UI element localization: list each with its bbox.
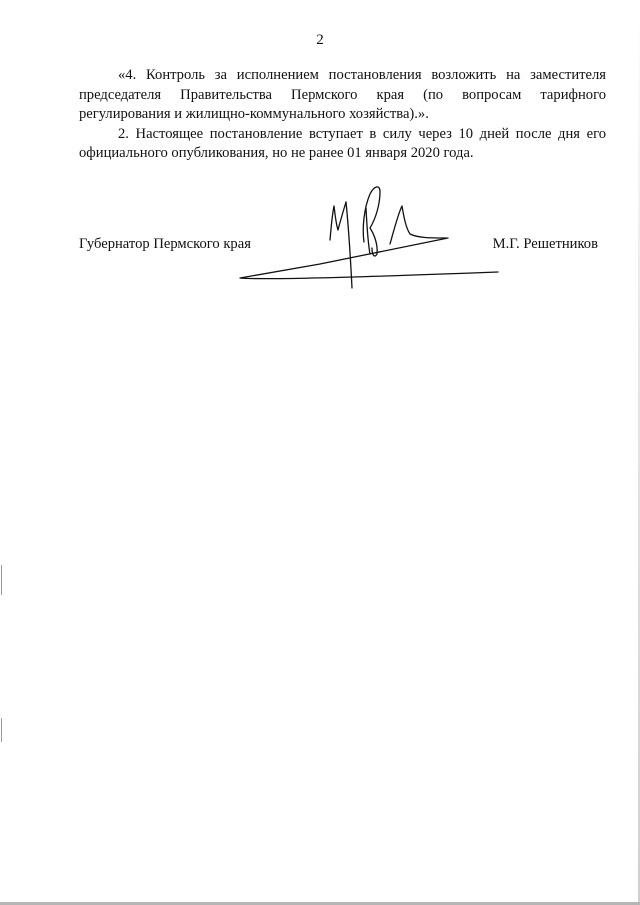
paragraph-control: «4. Контроль за исполнением постановления возложить на заместителя председателя Правительства Пермского края (по вопросам тарифного регулирования и жилищно-коммунального хозяйства).». (79, 67, 606, 122)
page-number: 2 (316, 32, 324, 48)
handwritten-signature (230, 178, 510, 298)
document-body (79, 66, 606, 164)
scan-mark-left (1, 565, 2, 595)
paragraph-effective-date: 2. Настоящее постановление вступает в силу через 10 дней после дня его официального опубликования, но не ранее 01 января 2020 года. (79, 125, 606, 161)
scan-mark-left (1, 718, 2, 742)
signatory-position: Губернатор Пермского края (79, 236, 251, 252)
signatory-name: М.Г. Решетников (492, 236, 598, 252)
